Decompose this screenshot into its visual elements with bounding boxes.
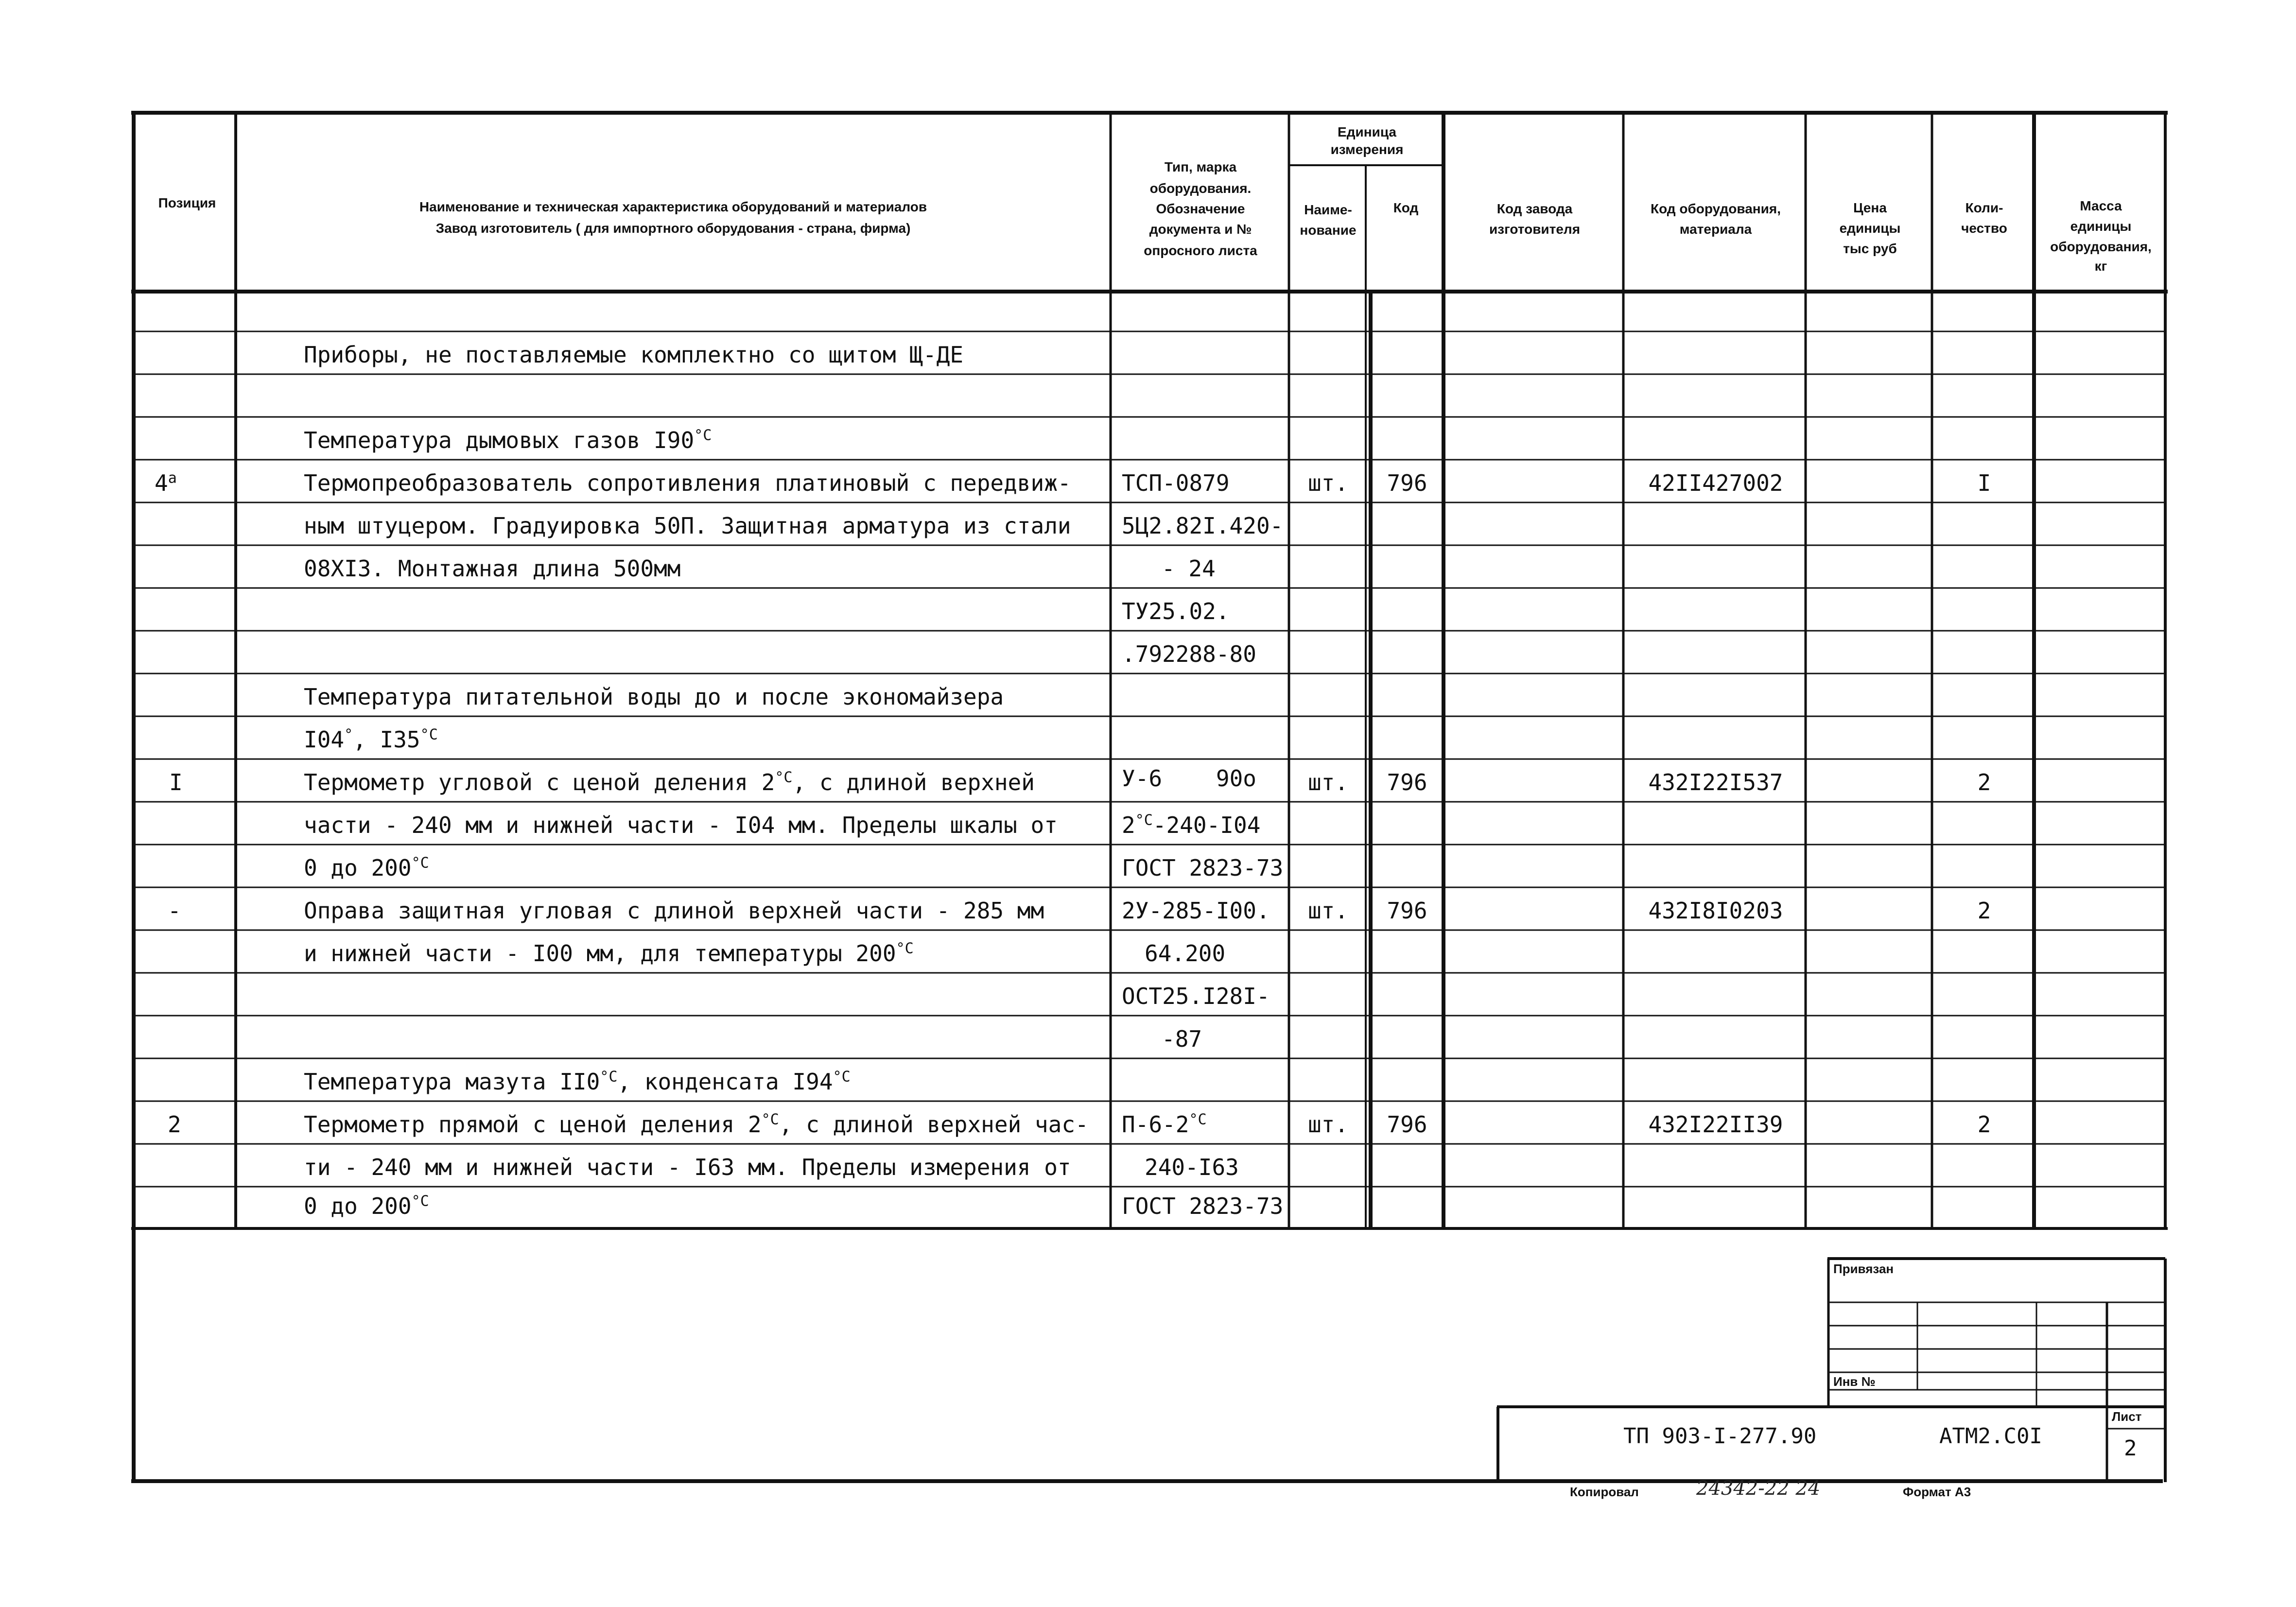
row-4a-name-cont1: ным штуцером. Градуировка 50П. Защитная арматура из стали: [304, 513, 1071, 539]
header-mass-l3: оборудования,: [2050, 239, 2152, 254]
row-4a-unit-code: 796: [1387, 470, 1427, 496]
row-dash-type-cont2: ОСТ25.I28I-: [1122, 983, 1270, 1009]
stamp-handwritten-number: 24342-22 24: [1696, 1477, 1821, 1500]
row-section-title: Приборы, не поставляемые комплектно со щитом Щ-ДЕ: [304, 342, 964, 368]
row-4a-type-cont3: ТУ25.02.: [1122, 598, 1230, 624]
row-4a-type-cont2: - 24: [1162, 555, 1216, 582]
header-price-l3: тыс руб: [1843, 241, 1897, 256]
row-2-type: $П-6-2^{^\circ С}$: [1122, 1111, 1207, 1138]
row-4a-name: Термопреобразователь сопротивления платиновый с передвиж-: [304, 470, 1071, 496]
row-1-name: Термометр угловой с ценой деления $2^{^\circ С}$, с длиной верхней: [304, 769, 1035, 795]
row-4a-qty: I: [1977, 470, 1991, 496]
row-dash-qty: 2: [1977, 898, 1991, 924]
row-4a-unit-name: шт.: [1307, 470, 1349, 496]
row-feedwater-temps: I04°, $I35^{^\circ С}$: [304, 726, 438, 753]
row-2-unit-name: шт.: [1307, 1111, 1349, 1138]
row-1-name-cont1: части - 240 мм и нижней части - I04 мм. Пределы шкалы от: [304, 812, 1058, 838]
row-1-position: I: [169, 769, 183, 795]
stamp-inv-label: Инв №: [1833, 1374, 1876, 1389]
row-dash-type-cont1: 64.200: [1145, 940, 1226, 967]
row-1-type-cont2: ГОСТ 2823-73: [1122, 855, 1284, 881]
header-type-l5: опросного листа: [1144, 243, 1257, 258]
header-unit-code: Код: [1393, 200, 1419, 215]
row-dash-name-cont1: и нижней части - I00 мм, для температуры $200^{^\circ С}$: [304, 940, 914, 967]
row-2-unit-code: 796: [1387, 1111, 1427, 1138]
header-plant-l2: изготовителя: [1489, 222, 1581, 237]
stamp-bound-label: Привязан: [1833, 1261, 1894, 1276]
row-fuel-oil-temp: Температура мазута $II0^{^\circ С}$, конденсата $I94^{^\circ С}$: [304, 1068, 851, 1095]
row-2-equip-code: 432I22II39: [1648, 1111, 1783, 1138]
header-equip-l2: материала: [1679, 222, 1752, 237]
row-2-name-cont2: 0 до $200^{^\circ С}$: [304, 1192, 429, 1219]
row-2-type-cont1: 240-I63: [1145, 1154, 1239, 1180]
row-dash-unit-name: шт.: [1307, 898, 1349, 924]
header-mass-l1: Масса: [2080, 198, 2122, 213]
stamp-sheet-number: 2: [2124, 1436, 2137, 1461]
header-name-line1: Наименование и техническая характеристика оборудований и материалов: [419, 199, 927, 214]
row-4a-equip-code: 42II427002: [1648, 470, 1783, 496]
row-1-unit-name: шт.: [1307, 769, 1349, 795]
row-1-type: У-6 90о: [1122, 765, 1256, 792]
row-1-unit-code: 796: [1387, 769, 1427, 795]
row-2-type-cont2: ГОСТ 2823-73: [1122, 1193, 1284, 1219]
row-4a-type-cont4: .792288-80: [1122, 641, 1256, 667]
header-type-l2: оборудования.: [1149, 181, 1252, 196]
stamp-doc-code: ТП 903-I-277.90: [1623, 1424, 1817, 1449]
row-2-position: 2: [168, 1111, 181, 1138]
row-4a-type: ТСП-0879: [1122, 470, 1230, 496]
header-type-l3: Обозначение: [1156, 201, 1245, 216]
row-4a-position: $4^а$: [155, 469, 177, 496]
header-mass-l4: кг: [2094, 259, 2107, 274]
header-type-l4: документа и №: [1149, 222, 1252, 237]
header-unit-l2: измерения: [1330, 142, 1404, 157]
row-4a-type-cont1: 5Ц2.82I.420-: [1122, 513, 1284, 539]
row-1-qty: 2: [1977, 769, 1991, 795]
row-1-name-cont2: 0 до $200^{^\circ С}$: [304, 854, 429, 881]
stamp-format-label: Формат А3: [1903, 1485, 1971, 1499]
row-2-name-cont1: ти - 240 мм и нижней части - I63 мм. Пределы измерения от: [304, 1154, 1071, 1180]
header-unit-name-l2: нование: [1300, 223, 1357, 238]
row-1-type-cont1: $2^{^\circ С}-240-I04$: [1122, 812, 1261, 838]
row-smoke-gas-temp: Температура дымовых газов $I90^{^\circ С}$: [304, 427, 712, 453]
row-dash-name: Оправа защитная угловая с длиной верхней части - 285 мм: [304, 898, 1044, 924]
header-type-l1: Тип, марка: [1164, 159, 1237, 174]
row-4a-name-cont2: 08ХI3. Монтажная длина 500мм: [304, 555, 681, 582]
row-feedwater-title: Температура питательной воды до и после экономайзера: [304, 684, 1004, 710]
row-2-name: Термометр прямой с ценой деления $2^{^\circ С}$, с длиной верхней час-: [304, 1111, 1089, 1138]
header-qty-l1: Коли-: [1965, 200, 2003, 215]
row-dash-type-cont3: -87: [1162, 1026, 1202, 1052]
stamp-doc-mark: АТМ2.С0I: [1939, 1424, 2042, 1449]
header-plant-l1: Код завода: [1496, 201, 1573, 216]
header-price-l1: Цена: [1853, 200, 1887, 215]
header-unit-l1: Единица: [1338, 124, 1396, 139]
row-2-qty: 2: [1977, 1111, 1991, 1138]
header-qty-l2: чество: [1961, 221, 2007, 236]
row-dash-equip-code: 432I8I0203: [1648, 898, 1783, 924]
stamp-copied-label: Копировал: [1570, 1485, 1639, 1499]
header-name-line2: Завод изготовитель ( для импортного оборудования - страна, фирма): [435, 221, 911, 236]
row-1-equip-code: 432I22I537: [1648, 769, 1783, 795]
row-dash-unit-code: 796: [1387, 898, 1427, 924]
stamp-sheet-label: Лист: [2112, 1409, 2142, 1424]
header-equip-l1: Код оборудования,: [1650, 201, 1781, 216]
row-dash-position: -: [168, 898, 181, 924]
row-dash-type: 2У-285-I00.: [1122, 898, 1270, 924]
header-unit-name-l1: Наиме-: [1304, 202, 1352, 217]
header-price-l2: единицы: [1839, 221, 1901, 236]
header-position: Позиция: [158, 195, 216, 210]
header-mass-l2: единицы: [2070, 219, 2132, 234]
